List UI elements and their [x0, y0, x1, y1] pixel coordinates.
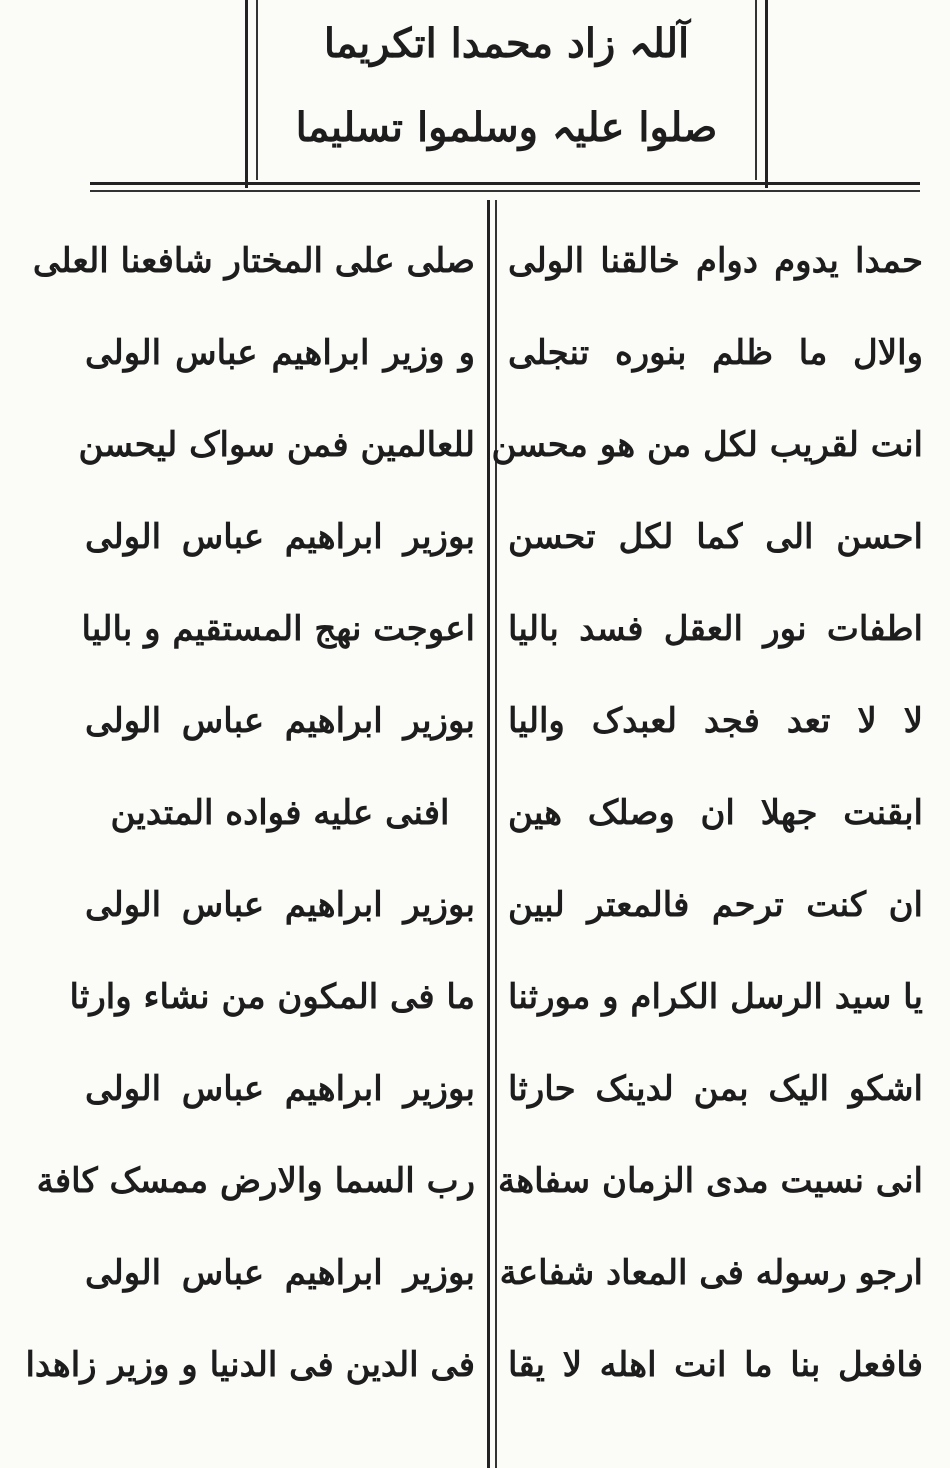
verse-line: ارجو رسوله فی المعاد شفاعة	[499, 1253, 923, 1293]
verse-line: بوزیر ابراهیم عباس الولی	[85, 1069, 475, 1109]
verse-line: لا لا تعد فجد لعبدک والیا	[508, 701, 923, 741]
verse-line: بوزیر ابراهیم عباس الولی	[85, 885, 475, 925]
verse-line: فی الدین فی الدنیا و وزیر زاهدا	[25, 1345, 475, 1385]
verse-line: صلی علی المختار شافعنا العلی	[32, 241, 475, 281]
verse-line: فافعل بنا ما انت اهله لا یقا	[508, 1345, 923, 1385]
verse-line: اطفات نور العقل فسد بالیا	[508, 609, 923, 649]
header-line-1: آللہ زاد محمدا اتکریما	[323, 20, 690, 67]
verse-line: ان کنت ترحم فالمعتر لبین	[508, 885, 923, 925]
verse-line: احسن الی کما لکل تحسن	[508, 517, 923, 557]
verse-line: ابقنت جهلا ان وصلک هین	[508, 793, 923, 833]
verse-line: بوزیر ابراهیم عباس الولی	[85, 517, 475, 557]
verse-line: رب السما والارض ممسک کافة	[36, 1161, 475, 1201]
column-divider-secondary	[495, 200, 497, 1468]
header-rule-secondary	[90, 190, 920, 192]
header-rule	[90, 182, 920, 185]
header-inner-frame	[256, 0, 757, 180]
verse-line: افنی علیه فواده المتدین	[110, 793, 450, 833]
column-divider	[487, 200, 490, 1468]
right-verse-column	[491, 215, 923, 1411]
verse-line: انی نسیت مدی الزمان سفاهة	[497, 1161, 923, 1201]
verse-line: ما فی المکون من نشاء وارثا	[69, 977, 475, 1017]
verse-line: و وزیر ابراهیم عباس الولی	[85, 333, 475, 373]
verse-line: بوزیر ابراهیم عباس الولی	[85, 1253, 475, 1293]
verse-line: حمدا یدوم دوام خالقنا الولی	[508, 241, 923, 281]
verse-line: للعالمین فمن سواک لیحسن	[78, 425, 475, 465]
verse-line: بوزیر ابراهیم عباس الولی	[85, 701, 475, 741]
left-verse-column	[25, 215, 475, 1411]
verse-line: اعوجت نهج المستقیم و بالیا	[81, 609, 475, 649]
verse-line: والال ما ظلم بنوره تنجلی	[508, 333, 923, 373]
header-box	[245, 0, 768, 188]
verse-line: یا سید الرسل الکرام و مورثنا	[508, 977, 923, 1017]
header-line-2: صلوا علیہ وسلموا تسلیما	[295, 104, 718, 151]
verse-line: انت لقریب لکل من هو محسن	[491, 425, 923, 465]
verse-line: اشکو الیک بمن لدینک حارثا	[508, 1069, 923, 1109]
